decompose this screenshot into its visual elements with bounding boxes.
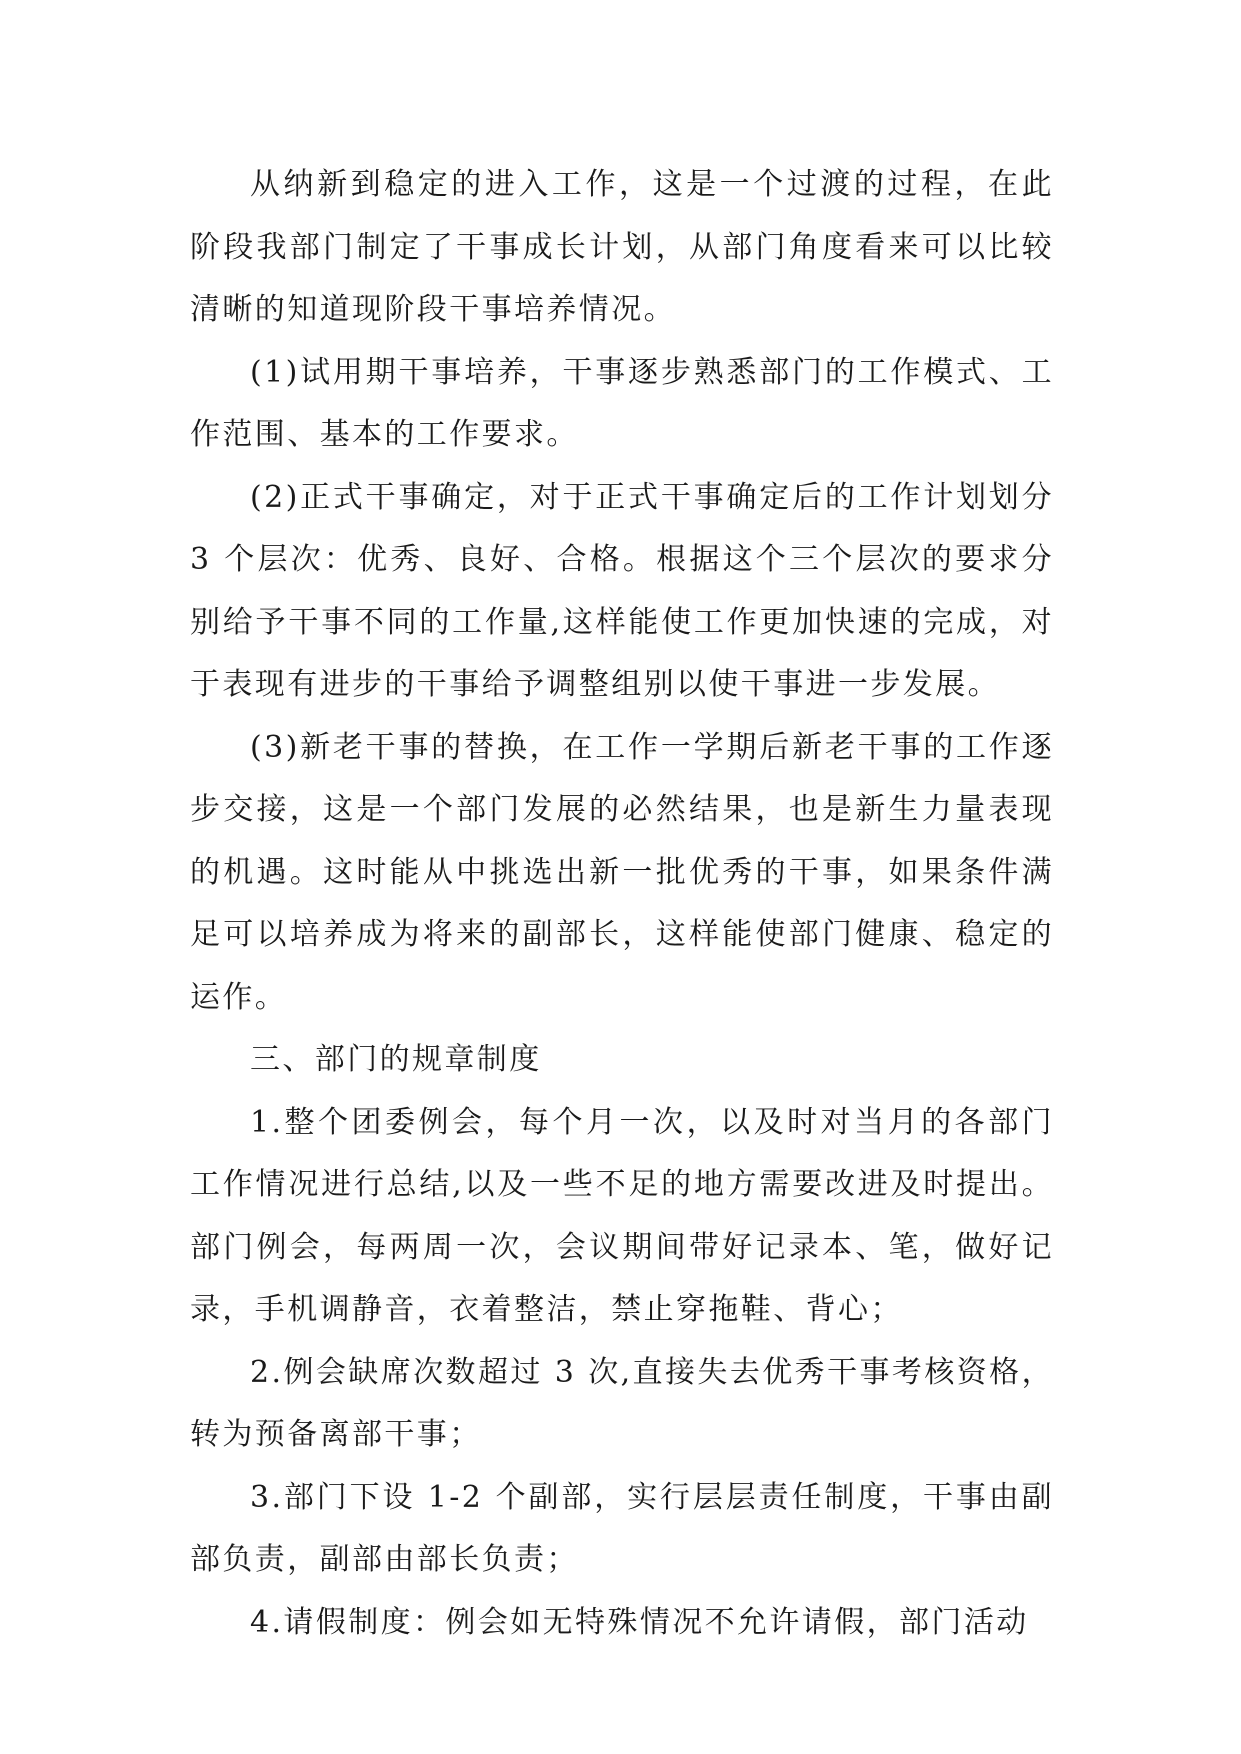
paragraph-staff-replacement: (3)新老干事的替换，在工作一学期后新老干事的工作逐步交接，这是一个部门发展的必然结果，也是新生力量表现的机遇。这时能从中挑选出新一批优秀的干事，如果条件满足可以培养成为将来的副部长，这样能使部门健康、稳定的运作。: [190, 729, 1054, 1015]
paragraph-transition-intro: 从纳新到稳定的进入工作，这是一个过渡的过程，在此阶段我部门制定了干事成长计划，从部门角度看来可以比较清晰的知道现阶段干事培养情况。: [190, 167, 1054, 327]
paragraph-probation-training: (1)试用期干事培养，干事逐步熟悉部门的工作模式、工作范围、基本的工作要求。: [190, 354, 1054, 452]
paragraph-formal-staff: (2)正式干事确定，对于正式干事确定后的工作计划划分 3 个层次：优秀、良好、合格。根据这个三个层次的要求分别给予干事不同的工作量,这样能使工作更加快速的完成，对于表现有进步的干事给予调整组别以使干事进一步发展。: [190, 479, 1054, 702]
rule-item-1: 1.整个团委例会，每个月一次，以及时对当月的各部门工作情况进行总结,以及一些不足的地方需要改进及时提出。部门例会，每两周一次，会议期间带好记录本、笔，做好记录，手机调静音，衣着整洁，禁止穿拖鞋、背心；: [190, 1104, 1054, 1327]
document-body: [190, 154, 1054, 1654]
rule-item-3: 3.部门下设 1-2 个副部，实行层层责任制度，干事由副部负责，副部由部长负责；: [190, 1479, 1054, 1577]
section-heading-rules: 三、部门的规章制度: [250, 1042, 542, 1077]
rule-item-2: 2.例会缺席次数超过 3 次,直接失去优秀干事考核资格，转为预备离部干事；: [190, 1354, 1054, 1452]
rule-item-4: 4.请假制度：例会如无特殊情况不允许请假，部门活动: [250, 1604, 1029, 1640]
